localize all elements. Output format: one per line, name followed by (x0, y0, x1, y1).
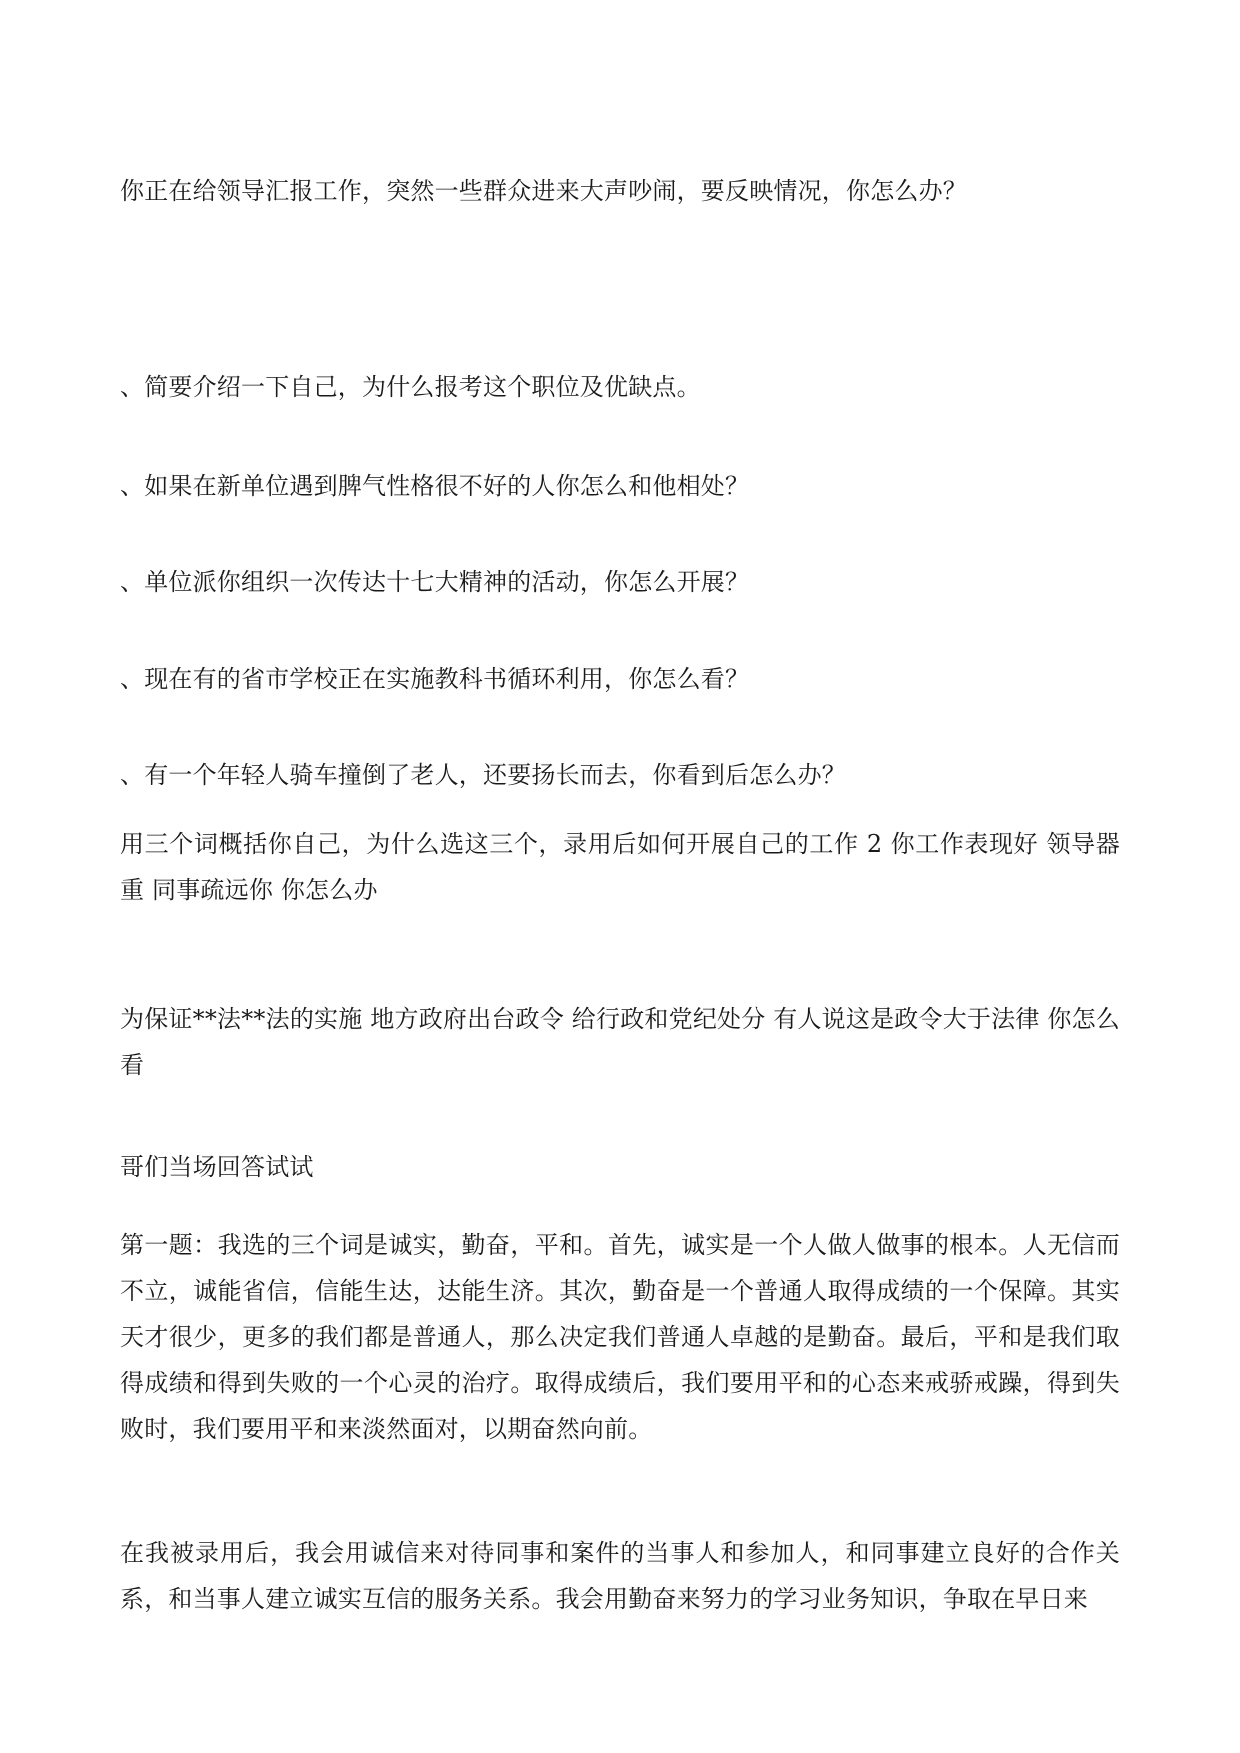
question-self-introduction: 、简要介绍一下自己，为什么报考这个职位及优缺点。 (120, 373, 701, 401)
question-report-interruption: 你正在给领导汇报工作，突然一些群众进来大声吵闹，要反映情况，你怎么办？ (120, 177, 967, 205)
question-government-order: 为保证**法**法的实施 地方政府出台政令 给行政和党纪处分 有人说这是政令大于法律 你怎么看 (120, 1005, 1120, 1079)
question-organize-activity: 、单位派你组织一次传达十七大精神的活动，你怎么开展？ (120, 568, 750, 596)
question-three-words: 用三个词概括你自己，为什么选这三个，录用后如何开展自己的工作 2 你工作表现好 领导器重 同事疏远你 你怎么办 (120, 830, 1120, 904)
answer-after-hiring: 在我被录用后，我会用诚信来对待同事和案件的当事人和参加人，和同事建立良好的合作关系，和当事人建立诚实互信的服务关系。我会用勤奋来努力的学习业务知识，争取在早日来 (120, 1539, 1120, 1613)
question-hit-and-run: 、有一个年轻人骑车撞倒了老人，还要扬长而去，你看到后怎么办？ (120, 761, 846, 789)
prompt-answer-now: 哥们当场回答试试 (120, 1153, 314, 1181)
answer-first-question: 第一题：我选的三个词是诚实，勤奋，平和。首先，诚实是一个人做人做事的根本。人无信而不立，诚能省信，信能生达，达能生济。其次，勤奋是一个普通人取得成绩的一个保障。其实天才很少，更多的我们都是普通人，那么决定我们普通人卓越的是勤奋。最后，平和是我们取得成绩和得到失败的一个心灵的治疗。取得成绩后，我们要用平和的心态来戒骄戒躁，得到失败时，我们要用平和来淡然面对，以期奋然向前。 (120, 1231, 1120, 1443)
question-textbook-recycling: 、现在有的省市学校正在实施教科书循环利用，你怎么看？ (120, 665, 750, 693)
question-difficult-colleague: 、如果在新单位遇到脾气性格很不好的人你怎么和他相处？ (120, 472, 750, 500)
